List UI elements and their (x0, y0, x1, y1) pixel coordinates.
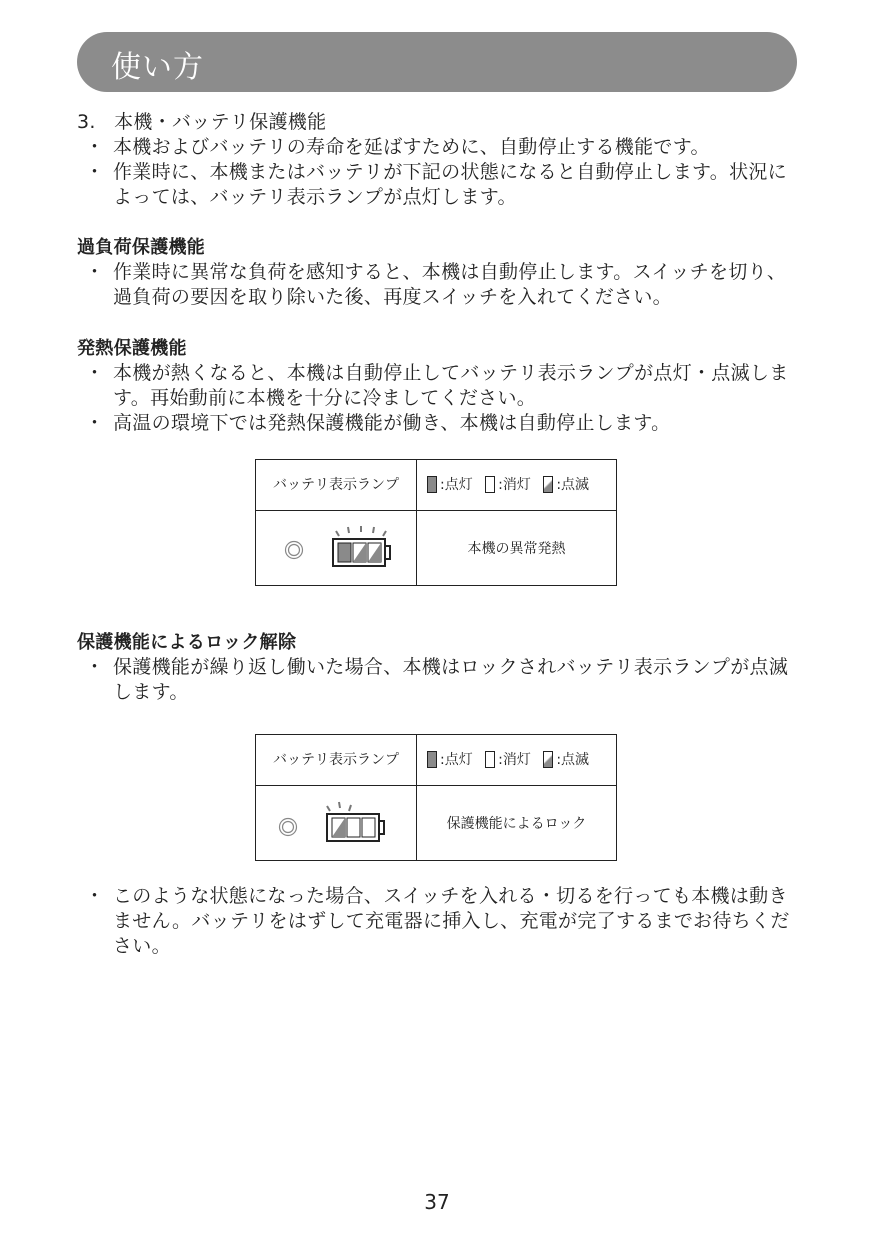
table-legend (417, 460, 616, 511)
legend-on-label: :点灯 (440, 752, 473, 768)
bullet-mark: ・ (85, 362, 105, 384)
legend-on-label: :点灯 (440, 477, 473, 493)
table-header-label: バッテリ表示ランプ (256, 735, 417, 786)
table-legend (417, 735, 616, 786)
bullet-text: このような状態になった場合、スイッチを入れる・切るを行っても本機は動きません。バッテリをはずして充電器に挿入し、充電が完了するまでお待ちください。 (113, 885, 790, 957)
lamp-off-swatch (485, 476, 495, 493)
lamp-on-swatch (427, 476, 437, 493)
section-heading (77, 110, 802, 135)
bullet-mark: ・ (85, 261, 105, 283)
table-header-label: バッテリ表示ランプ (256, 460, 417, 511)
list-item (77, 135, 802, 160)
lamp-off-swatch (485, 751, 495, 768)
lamp-blink-swatch (543, 751, 553, 768)
bullet-text: 本機が熱くなると、本機は自動停止してバッテリ表示ランプが点灯・点滅します。再始動前に本機を十分に冷ましてください。 (113, 362, 789, 409)
status-cell: 本機の異常発熱 (467, 541, 566, 557)
legend-blink-label: :点滅 (556, 752, 590, 768)
section-intro (77, 110, 802, 210)
bullet-text: 高温の環境下では発熱保護機能が働き、本機は自動停止します。 (113, 412, 671, 434)
heat-section (77, 336, 802, 436)
list-item (77, 655, 802, 705)
list-item (77, 411, 802, 436)
bullet-mark: ・ (85, 885, 105, 907)
overload-heading: 過負荷保護機能 (77, 237, 206, 258)
page-title: 使い方 (111, 50, 204, 85)
section-title: 本機・バッテリ保護機能 (114, 111, 327, 133)
list-item (77, 361, 802, 411)
legend-off-label: :消灯 (498, 477, 531, 493)
bullet-mark: ・ (85, 656, 105, 678)
indicator-cell (256, 786, 417, 860)
indicator-cell (256, 511, 417, 585)
overload-section (77, 235, 802, 310)
lock-lamp-table (255, 734, 617, 861)
page-number: 37 (424, 1190, 450, 1214)
legend-blink-label: :点滅 (556, 477, 590, 493)
legend-off-label: :消灯 (498, 752, 531, 768)
status-cell: 保護機能によるロック (446, 816, 587, 832)
list-item (77, 260, 802, 310)
lamp-blink-swatch (543, 476, 553, 493)
section-number: 3. (77, 111, 96, 133)
list-item (77, 884, 802, 959)
lamp-circle-icon (283, 539, 305, 561)
battery-blink-icon (328, 521, 398, 571)
lamp-circle-icon (277, 816, 299, 838)
header-bar (77, 32, 797, 92)
list-item (77, 160, 802, 210)
heat-lamp-table (255, 459, 617, 586)
lock-note (77, 884, 802, 959)
bullet-mark: ・ (85, 161, 105, 183)
lock-section (77, 630, 802, 705)
lamp-on-swatch (427, 751, 437, 768)
bullet-text: 作業時に、本機またはバッテリが下記の状態になると自動停止します。状況によっては、バッテリ表示ランプが点灯します。 (113, 161, 787, 208)
bullet-text: 保護機能が繰り返し働いた場合、本機はロックされバッテリ表示ランプが点滅します。 (113, 656, 789, 703)
lock-heading: 保護機能によるロック解除 (77, 632, 297, 653)
bullet-mark: ・ (85, 412, 105, 434)
heat-heading: 発熱保護機能 (77, 338, 187, 359)
bullet-text: 作業時に異常な負荷を感知すると、本機は自動停止します。スイッチを切り、過負荷の要因を取り除いた後、再度スイッチを入れてください。 (113, 261, 787, 308)
bullet-text: 本機およびバッテリの寿命を延ばすために、自動停止する機能です。 (113, 136, 710, 158)
battery-lock-icon (322, 796, 392, 846)
bullet-mark: ・ (85, 136, 105, 158)
